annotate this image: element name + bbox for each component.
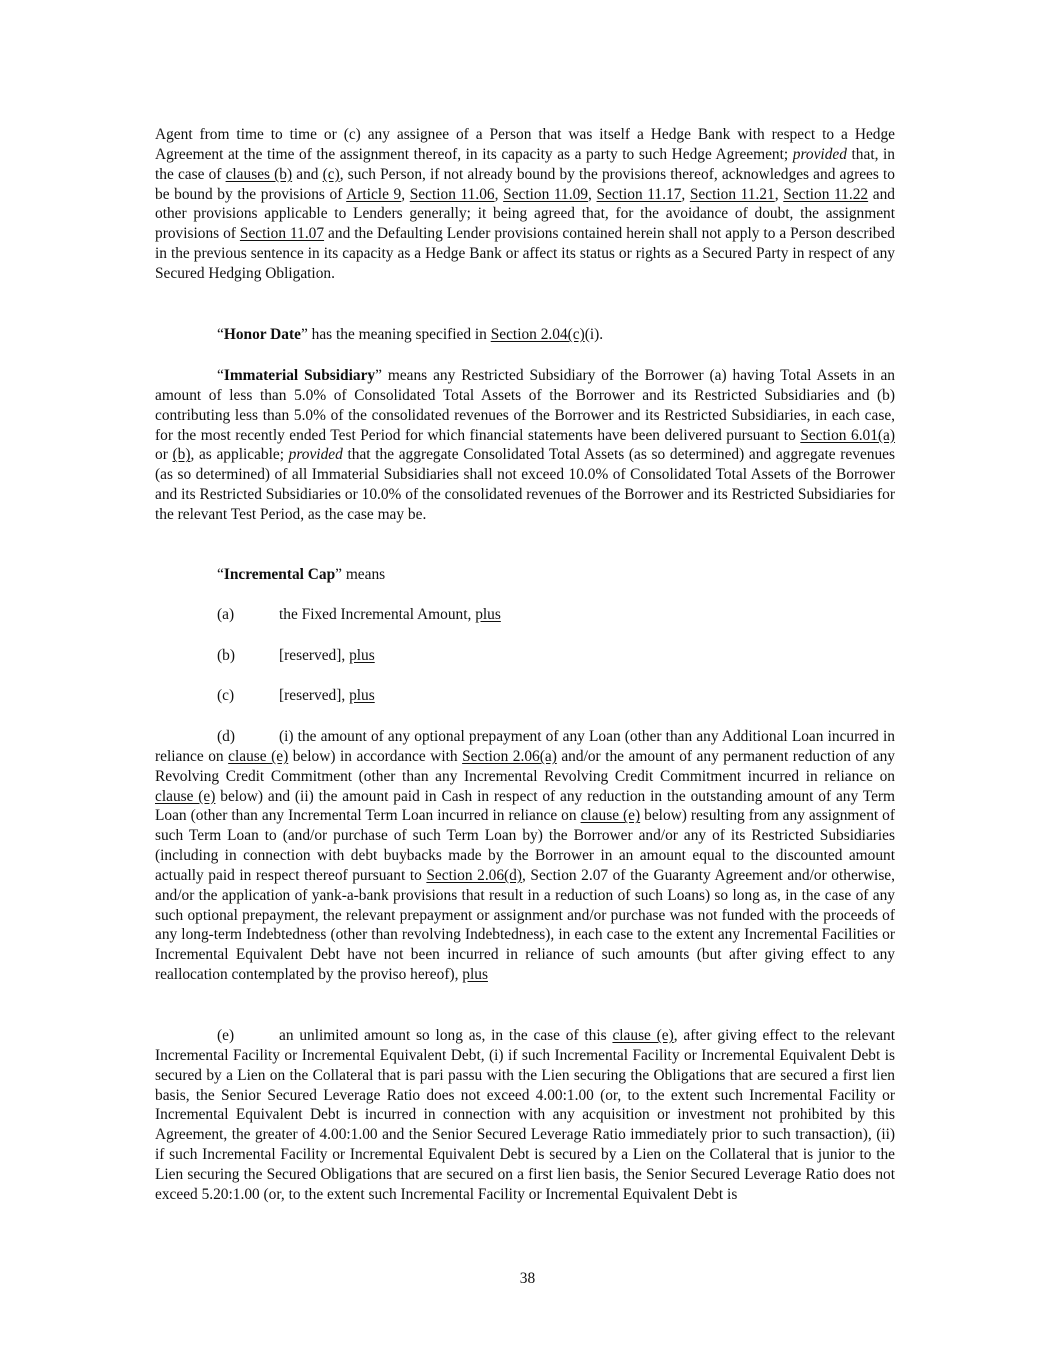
cross-reference: Section 2.06(d) (426, 866, 522, 884)
list-marker: (d) (217, 728, 235, 745)
list-item-c: (c) [reserved], plus (217, 687, 375, 704)
cross-reference: Section 11.22 (783, 185, 869, 203)
list-marker: (a) (217, 606, 235, 623)
cross-reference: Section 11.17 (596, 185, 682, 203)
cross-reference: Section 6.01(a) (800, 426, 896, 444)
cross-reference: Section 2.06(a) (462, 747, 557, 765)
defined-term: Honor Date (223, 326, 301, 343)
page-number: 38 (519, 1270, 536, 1287)
hedge-bank-definition-tail: Agent from time to time or (c) any assignee of a Person that was itself a Hedge Bank with respect to a Hedge Agreement at the time of the assignment thereof, in its capacity as a party to such Hedge Agreement; provided that, in the case of clauses (b) and (c), such Person, if not already bound by the provisions thereof, acknowledges and agrees to be bound by the provisions of Article 9, Section 11.06, Section 11.09, Section 11.17, Section 11.21, Section 11.22 and other provisions applicable to Lenders generally; it being agreed that, for the avoidance of doubt, the assignment provisions of Section 11.07 and the Defaulting Lender provisions contained herein shall not apply to a Person described in the previous sentence in its capacity as a Hedge Bank or affect its status or rights as a Secured Party in respect of any Secured Hedging Obligation. (155, 126, 896, 282)
list-item-d: (d) (i) the amount of any optional prepayment of any Loan (other than any Additional Loan incurred in reliance on clause (e) below) in accordance with Section 2.06(a) and/or the amount of any permanent reduction of any Revolving Credit Commitment (other than any Incremental Revolving Credit Commitment incurred in reliance on clause (e) below) and (ii) the amount paid in Cash in respect of any reduction in the outstanding amount of any Term Loan (other than any Incremental Term Loan incurred in reliance on clause (e) below) resulting from any assignment of such Term Loan to (and/or purchase of such Term Loan by) the Borrower and/or any of its Restricted Subsidiaries (including in connection with debt buybacks made by the Borrower in an amount equal to the discounted amount actually paid in respect thereof pursuant to Section 2.06(d), Section 2.07 of the Guaranty Agreement and/or otherwise, and/or the application of yank-a-bank provisions that result in a reduction of such Loans) so long as, in the case of any such optional prepayment, the relevant prepayment or assignment and/or purchase was not funded with the proceeds of any long-term Indebtedness (other than revolving Indebtedness), in each case to the extent any Incremental Facilities or Incremental Equivalent Debt have not been incurred in reliance of such amounts (but after giving effect to any reallocation contemplated by the proviso hereof), plus (155, 728, 896, 984)
cross-reference: Section 2.04(c) (490, 326, 585, 343)
incremental-cap-definition: “Incremental Cap” means (217, 566, 386, 583)
list-marker: (e) (217, 1027, 235, 1044)
cross-reference: Article 9 (346, 185, 402, 203)
list-item-b: (b) [reserved], plus (217, 647, 375, 664)
list-marker: (b) (217, 647, 235, 664)
cross-reference: (c) (322, 165, 340, 183)
cross-reference: clauses (b) (225, 165, 293, 183)
cross-reference: Section 11.09 (503, 185, 588, 203)
cross-reference: Section 11.21 (689, 185, 775, 203)
list-item-a: (a) the Fixed Incremental Amount, plus (217, 606, 501, 623)
immaterial-subsidiary-definition: “Immaterial Subsidiary” means any Restricted Subsidiary of the Borrower (a) having Total Assets in an amount of less than 5.0% of Consolidated Total Assets of the Borrower and its Restricted Subsidiaries and (b) contributing less than 5.0% of the consolidated revenues of the Borrower and its Restricted Subsidiaries, in each case, for the most recently ended Test Period for which financial statements have been delivered pursuant to Section 6.01(a) or (b), as applicable; provided that the aggregate Consolidated Total Assets (as so determined) and aggregate revenues (as so determined) of all Immaterial Subsidiaries shall not exceed 10.0% of Consolidated Total Assets of the Borrower and its Restricted Subsidiaries or 10.0% of the consolidated revenues of the Borrower and its Restricted Subsidiaries for the relevant Test Period, as the case may be. (155, 367, 896, 523)
cross-reference: clause (e) (228, 747, 289, 765)
list-marker: (c) (217, 687, 235, 704)
cross-reference: clause (e) (155, 787, 216, 805)
cross-reference: clause (e) (612, 1027, 674, 1044)
cross-reference: Section 11.06 (409, 185, 495, 203)
defined-term: Incremental Cap (223, 566, 336, 583)
cross-reference: Section 11.07 (239, 225, 325, 243)
defined-term: Immaterial Subsidiary (223, 367, 376, 384)
honor-date-definition: “Honor Date” has the meaning specified in Section 2.04(c)(i). (217, 326, 604, 343)
cross-reference: (b) (172, 446, 191, 464)
cross-reference: clause (e) (580, 807, 641, 825)
list-item-e: (e) an unlimited amount so long as, in the case of this clause (e), after giving effect to the relevant Incremental Facility or Incremental Equivalent Debt, (i) if such Incremental Facility or Incremental Equivalent Debt is secured by a Lien on the Collateral that is pari passu with the Lien securing the Obligations that are secured a first lien basis, the Senior Secured Leverage Ratio does not exceed 4.00:1.00 (or, to the extent such Incremental Facility or Incremental Equivalent Debt is incurred in connection with any acquisition or investment not prohibited by this Agreement, the greater of 4.00:1.00 and the Senior Secured Leverage Ratio immediately prior to such transaction), (ii) if such Incremental Facility or Incremental Equivalent Debt is secured by a Lien on the Collateral that is junior to the Lien securing the Secured Obligations that are secured on a first lien basis, the Senior Secured Leverage Ratio does not exceed 5.20:1.00 (or, to the extent such Incremental Facility or Incremental Equivalent Debt is (155, 1027, 895, 1203)
